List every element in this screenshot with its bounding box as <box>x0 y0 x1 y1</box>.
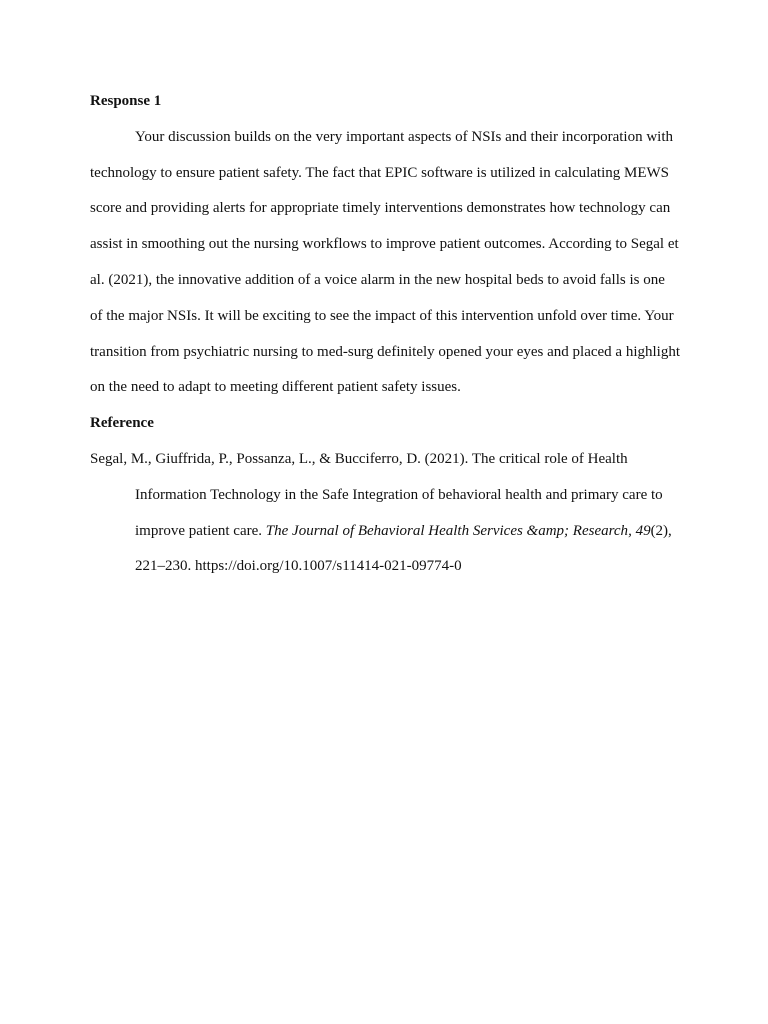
reference-authors-title: Segal, M., Giuffrida, P., Possanza, L., & Bucciferro, D. (2021). The critical role of Health Information Technology in the Safe Integration of behavioral health and primary care to improve patient care. <box>90 450 663 539</box>
document-content <box>90 84 680 585</box>
response-heading: Response 1 <box>90 93 162 109</box>
reference-issue-pages-doi: (2), 221–230. https://doi.org/10.1007/s11414-021-09774-0 <box>135 522 672 575</box>
reference-volume: 49 <box>635 522 651 539</box>
reference-entry <box>90 442 680 585</box>
reference-journal: The Journal of Behavioral Health Services &amp; Research <box>265 522 629 539</box>
reference-journal-separator: , <box>628 522 636 539</box>
reference-heading: Reference <box>90 415 154 432</box>
response-body-paragraph: Your discussion builds on the very important aspects of NSIs and their incorporation with technology to ensure patient safety. The fact that EPIC software is utilized in calculating MEWS score and providing alerts for appropriate timely interventions demonstrates how technology can assist in smoothing out the nursing workflows to improve patient outcomes. According to Segal et al. (2021), the innovative addition of a voice alarm in the new hospital beds to avoid falls is one of the major NSIs. It will be exciting to see the impact of this intervention unfold over time. Your transition from psychiatric nursing to med-surg definitely opened your eyes and placed a highlight on the need to adapt to meeting different patient safety issues. <box>90 128 680 396</box>
